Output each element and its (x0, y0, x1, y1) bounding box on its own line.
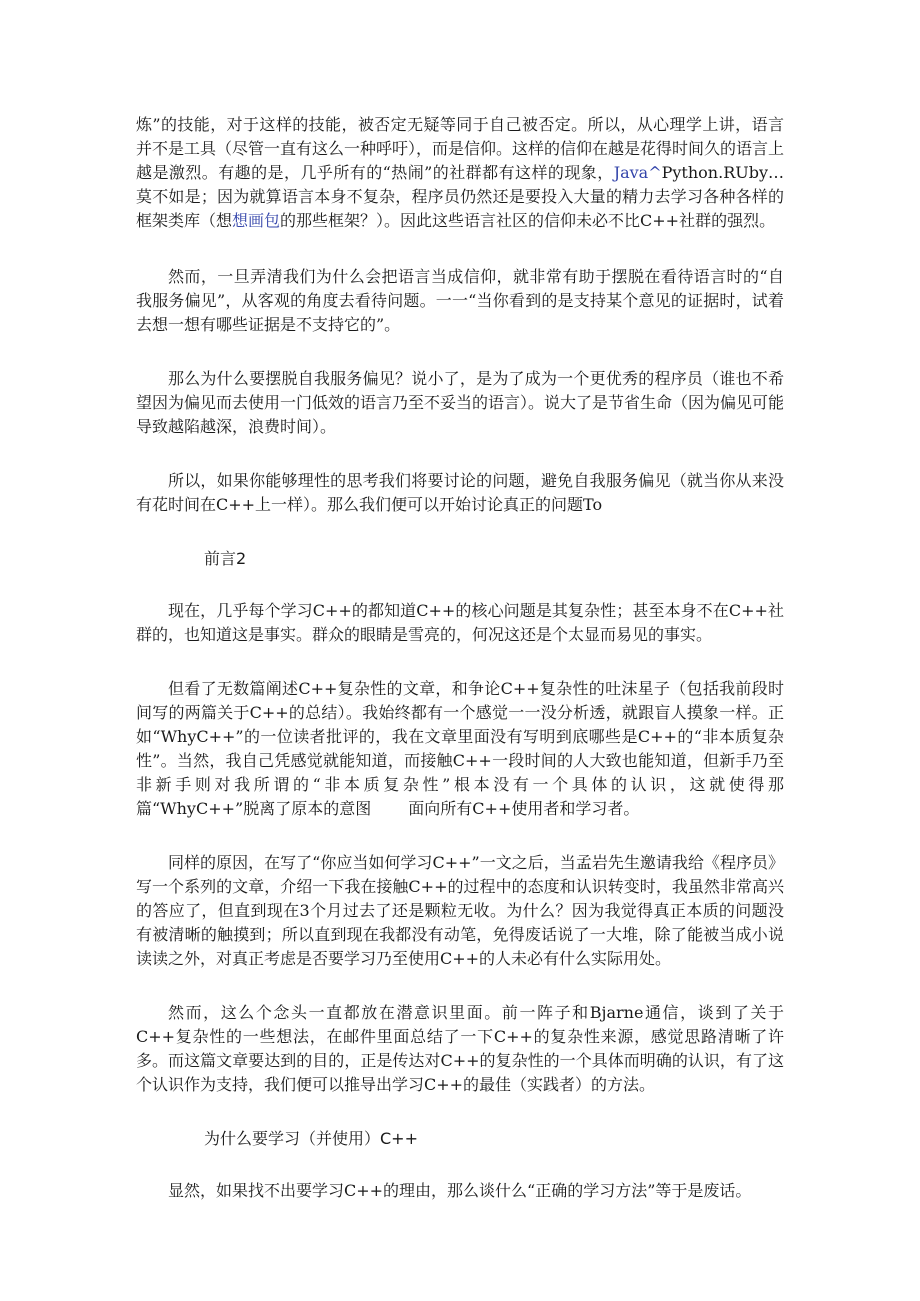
paragraph-4: 所以，如果你能够理性的思考我们将要讨论的问题，避免自我服务偏见（就当你从来没有花时间在C++上一样）。那么我们便可以开始讨论真正的问题To (136, 471, 784, 514)
paragraph-1-text-a: 炼”的技能，对于这样的技能，被否定无疑等同于自己被否定。所以，从心理学上讲，语言并不是工具（尽管一直有这么一种呼吁），而是信仰。这样的信仰在越是花得时间久的语言上越是激烈。有趣的是，几乎所有的“热闹”的社群都有这样的现象， (136, 115, 785, 182)
section-heading-preface: 前言2 (204, 549, 247, 568)
paragraph-1-text-c: 的那些框架？）。因此这些语言社区的信仰未必不比C++社群的强烈。 (280, 211, 776, 230)
paragraph-1-text-b: Python.RUby…莫不如是；因为就算语言本身不复杂，程序员仍然还是要投入大量的精力去学习各种各样的框架类库（想 (136, 163, 784, 230)
paragraph-7: 同样的原因，在写了“你应当如何学习C++”一文之后，当孟岩先生邀请我给《程序员》写一个系列的文章，介绍一下我在接触C++的过程中的态度和认识转变时，我虽然非常高兴的答应了，但直到现在3个月过去了还是颗粒无收。为什么？因为我觉得真正本质的问题没有被清晰的触摸到；所以直到现在我都没有动笔，免得废话说了一大堆，除了能被当成小说读读之外，对真正考虑是否要学习乃至使用C++的人未必有什么实际用处。 (136, 853, 784, 968)
document-body (136, 113, 784, 1233)
paragraph-9: 显然，如果找不出要学习C++的理由，那么谈什么“正确的学习方法”等于是废话。 (168, 1181, 752, 1200)
paragraph-8: 然而，这么个念头一直都放在潜意识里面。前一阵子和Bjarne通信，谈到了关于C++复杂性的一些想法，在邮件里面总结了一下C++的复杂性来源，感觉思路清晰了许多。而这篇文章要达到的目的，正是传达对C++的复杂性的一个具体而明确的认识，有了这个认识作为支持，我们便可以推导出学习C++的最佳（实践者）的方法。 (136, 1003, 784, 1094)
paragraph-6: 但看了无数篇阐述C++复杂性的文章，和争论C++复杂性的吐沫星子（包括我前段时间写的两篇关于C++的总结）。我始终都有一个感觉一一没分析透，就跟盲人摸象一样。正如“WhyC++”的一位读者批评的，我在文章里面没有写明到底哪些是C++的“非本质复杂性”。当然，我自己凭感觉就能知道，而接触C++一段时间的人大致也能知道，但新手乃至非新手则对我所谓的“非本质复杂性”根本没有一个具体的认识，这就使得那篇“WhyC++”脱离了原本的意图 面向所有C++使用者和学习者。 (136, 679, 784, 818)
paragraph-3: 那么为什么要摆脱自我服务偏见？说小了，是为了成为一个更优秀的程序员（谁也不希望因为偏见而去使用一门低效的语言乃至不妥当的语言）。说大了是节省生命（因为偏见可能导致越陷越深，浪费时间）。 (136, 369, 785, 436)
paragraph-1 (136, 113, 784, 233)
link-framework[interactable]: 想画包 (232, 211, 281, 230)
link-java[interactable]: Java^ (613, 163, 662, 182)
paragraph-2: 然而，一旦弄清我们为什么会把语言当成信仰，就非常有助于摆脱在看待语言时的“自我服务偏见”，从客观的角度去看待问题。一一“当你看到的是支持某个意见的证据时，试着去想一想有哪些证据是不支持它的”。 (136, 267, 784, 334)
section-heading-why-cpp: 为什么要学习（并使用）C++ (204, 1129, 418, 1148)
paragraph-5: 现在，几乎每个学习C++的都知道C++的核心问题是其复杂性；甚至本身不在C++社群的，也知道这是事实。群众的眼睛是雪亮的，何况这还是个太显而易见的事实。 (136, 601, 784, 644)
